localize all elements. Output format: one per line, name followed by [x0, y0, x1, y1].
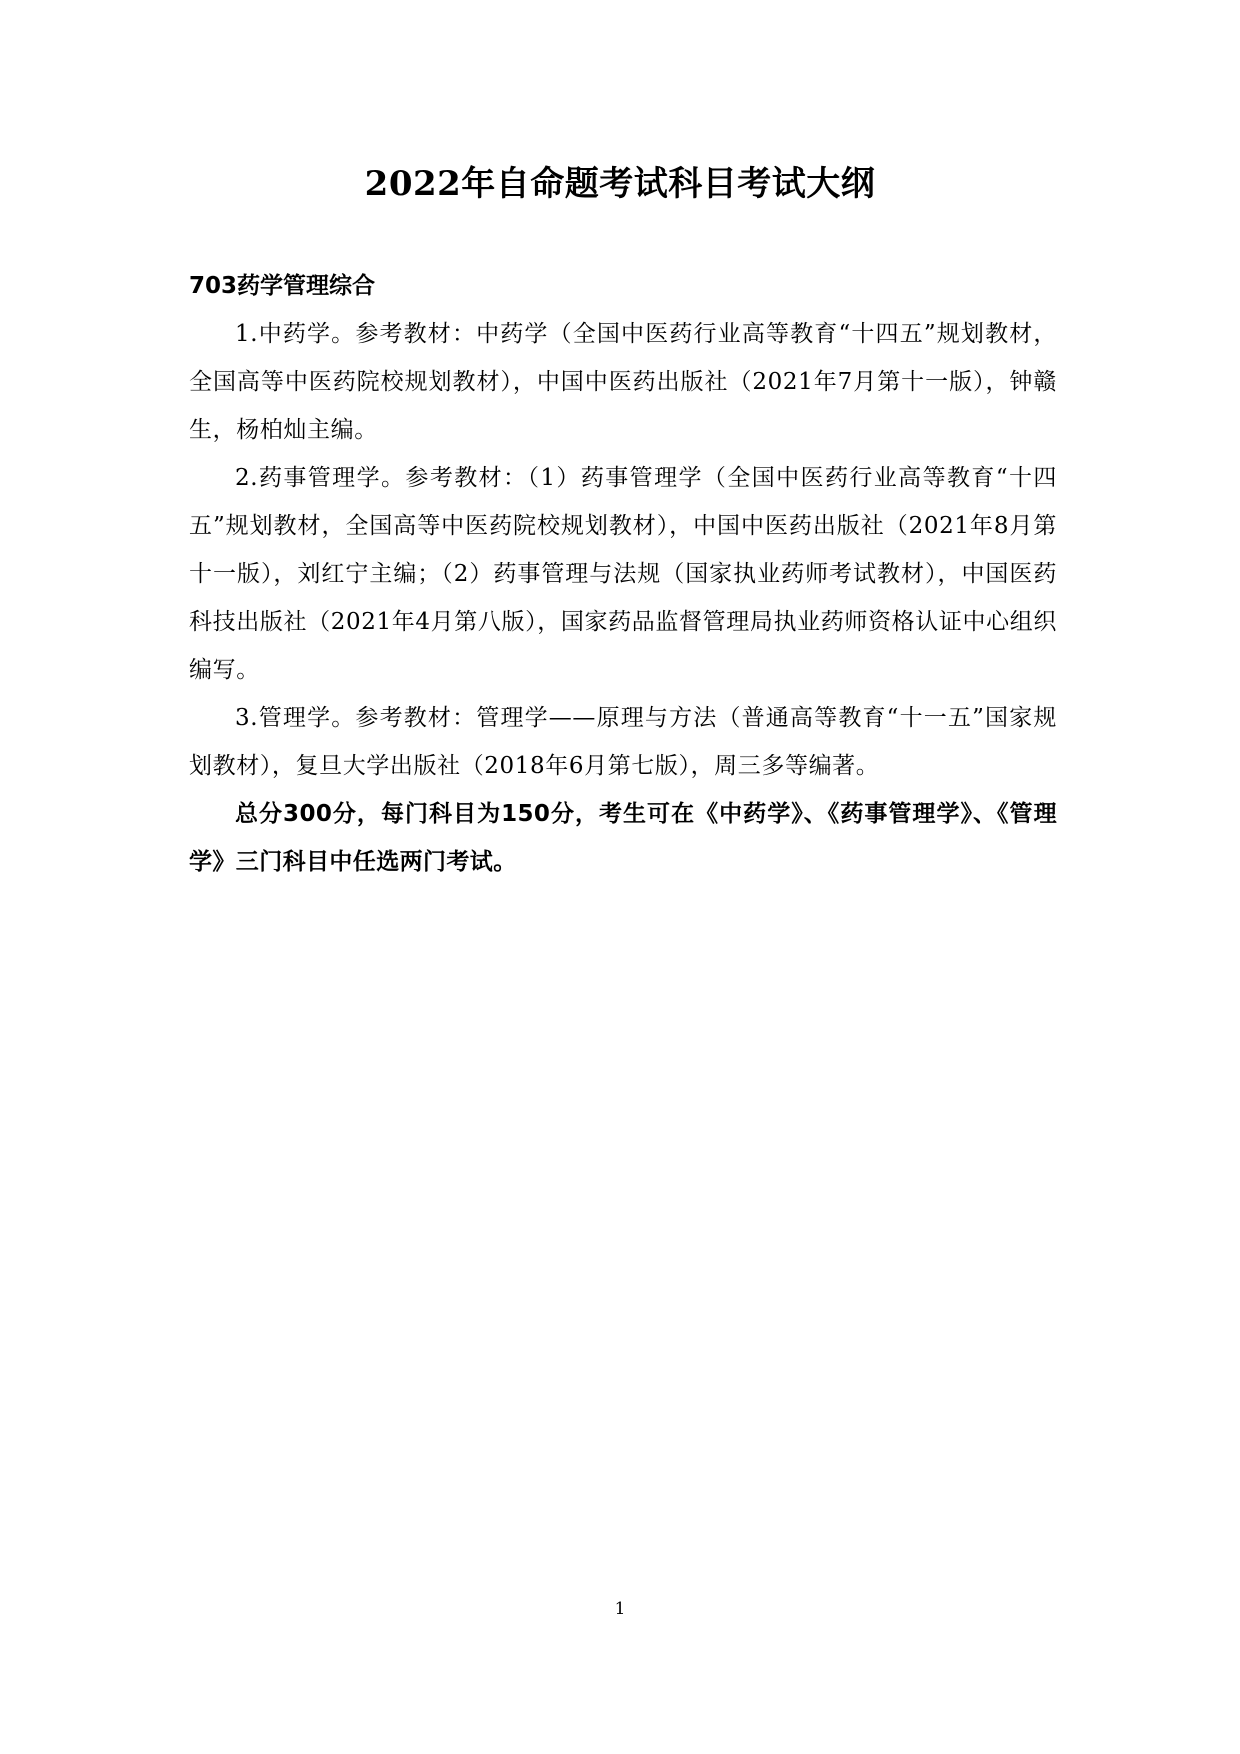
subject-heading: 703药学管理综合: [189, 273, 376, 299]
score-note: 总分300分，每门科目为150分，考生可在《中药学》、《药事管理学》、《管理学》三门科目中任选两门考试。: [189, 801, 1057, 875]
document-title: 2022年自命题考试科目考试大纲: [364, 164, 876, 204]
reference-paragraph-2: 2.药事管理学。参考教材：（1）药事管理学（全国中医药行业高等教育“十四五”规划教材，全国高等中医药院校规划教材），中国中医药出版社（2021年8月第十一版），刘红宁主编；（2）药事管理与法规（国家执业药师考试教材），中国医药科技出版社（2021年4月第八版），国家药品监督管理局执业药师资格认证中心组织编写。: [189, 465, 1057, 683]
reference-paragraph-1: 1.中药学。参考教材：中药学（全国中医药行业高等教育“十四五”规划教材，全国高等中医药院校规划教材），中国中医药出版社（2021年7月第十一版），钟赣生，杨柏灿主编。: [189, 321, 1057, 443]
page-number: 1: [614, 1599, 626, 1619]
reference-paragraph-3: 3.管理学。参考教材：管理学——原理与方法（普通高等教育“十一五”国家规划教材），复旦大学出版社（2018年6月第七版），周三多等编著。: [189, 705, 1057, 779]
document-body: [189, 262, 1057, 886]
